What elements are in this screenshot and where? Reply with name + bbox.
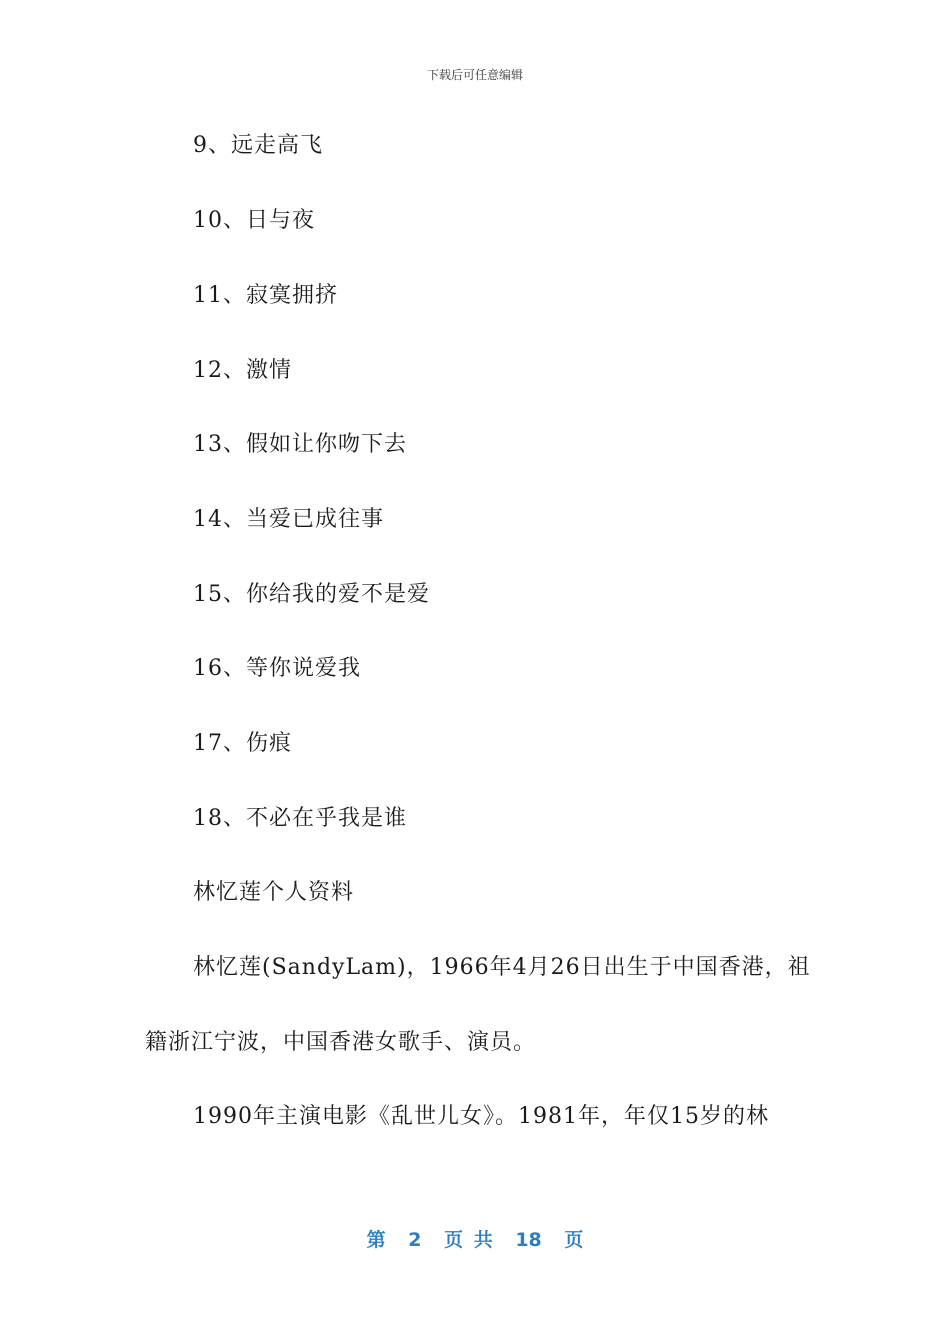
footer-suffix: 页 [564,1229,584,1251]
page-header: 下载后可任意编辑 [426,68,523,82]
section-title: 林忆莲个人资料 [193,880,355,905]
paragraph-line: 林忆莲(SandyLam)，1966年4月26日出生于中国香港，祖 [193,955,811,980]
list-item: 13、假如让你吻下去 [193,432,407,457]
footer-total-pages: 18 [515,1229,542,1251]
footer-page-number: 2 [408,1229,422,1251]
list-item: 10、日与夜 [193,208,315,233]
list-item: 9、远走高飞 [193,133,323,158]
list-item: 17、伤痕 [193,731,292,756]
paragraph-line: 籍浙江宁波，中国香港女歌手、演员。 [145,1030,537,1055]
paragraph-line: 1990年主演电影《乱世儿女》。1981年，年仅15岁的林 [193,1104,769,1129]
footer-middle: 页 共 [444,1229,493,1251]
list-item: 11、寂寞拥挤 [193,283,338,308]
list-item: 18、不必在乎我是谁 [193,806,407,831]
footer-prefix: 第 [366,1229,386,1251]
page-footer [0,1225,950,1252]
list-item: 14、当爱已成往事 [193,507,384,532]
list-item: 15、你给我的爱不是爱 [193,582,430,607]
list-item: 12、激情 [193,358,292,383]
list-item: 16、等你说爱我 [193,656,361,681]
